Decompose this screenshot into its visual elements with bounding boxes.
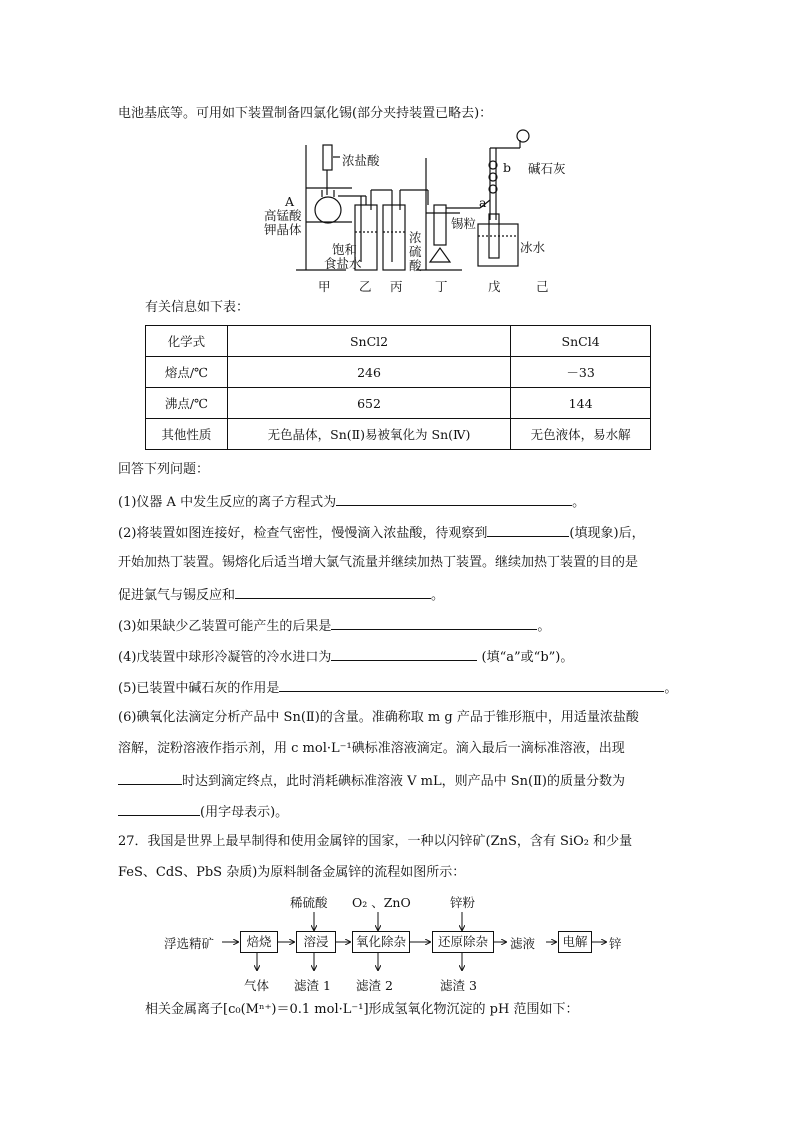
station-label: 戊 [488, 279, 501, 294]
table-cell: 无色晶体，Sn(Ⅱ)易被氧化为 Sn(Ⅳ) [227, 419, 510, 450]
question-2-text: (2)将装置如图连接好，检查气密性，慢慢滴入浓盐酸，待观察到 [118, 526, 488, 541]
station-label: 丁 [435, 279, 448, 294]
question-1-text: (1)仪器 A 中发生反应的离子方程式为 [118, 495, 337, 510]
station-label: 甲 [318, 279, 331, 294]
answer-prompt: 回答下列问题： [118, 462, 210, 477]
flow-input: 锌粉 [450, 895, 476, 910]
table-cell: －33 [511, 357, 651, 388]
table-cell: 144 [511, 388, 651, 419]
label-conc-h2so4-3: 酸 [409, 258, 422, 273]
label-ice-water: 冰水 [520, 240, 546, 255]
label-sat-salt-2: 食盐水 [324, 256, 362, 271]
station-label: 丙 [390, 279, 403, 294]
flow-input: O₂ 、ZnO [352, 895, 411, 910]
label-conc-h2so4-1: 浓 [409, 230, 422, 245]
table-cell: 无色液体，易水解 [511, 419, 651, 450]
table-header-cell: 化学式 [146, 326, 228, 357]
label-A: A [285, 194, 295, 209]
label-tin: 锡粒 [451, 216, 477, 231]
flow-output: 气体 [244, 978, 270, 993]
label-conc-h2so4-2: 硫 [409, 244, 422, 259]
question-3-end: 。 [537, 619, 551, 634]
table-cell: 246 [227, 357, 510, 388]
flow-step-electrolysis: 电解 [558, 931, 592, 953]
question-2-line2: 开始加热丁装置。锡熔化后适当增大氯气流量并继续加热丁装置。继续加热丁装置的目的是 [118, 555, 639, 570]
flow-product: 锌 [609, 936, 622, 951]
last-line: 相关金属离子[c₀(Mⁿ⁺)＝0.1 mol·L⁻¹]形成氢氧化物沉淀的 pH 范围如下： [145, 1002, 579, 1017]
table-intro: 有关信息如下表： [145, 300, 250, 315]
flow-input: 稀硫酸 [290, 895, 328, 910]
flow-output: 滤渣 3 [440, 978, 477, 993]
station-label: 己 [536, 279, 549, 294]
flow-step-leach: 溶浸 [296, 931, 336, 953]
flow-step-roast: 焙烧 [240, 931, 278, 953]
question-27-line2: FeS、CdS、PbS 杂质)为原料制备金属锌的流程如图所示： [118, 865, 466, 880]
question-6-line2: 溶解，淀粉溶液作指示剂，用 c mol·L⁻¹碘标准溶液滴定。滴入最后一滴标准溶液，出现 [118, 741, 625, 756]
question-4-end: (填“a”或“b”)。 [477, 650, 574, 665]
flow-output: 滤渣 2 [356, 978, 393, 993]
question-2-end: 。 [431, 588, 445, 603]
flow-step-oxidize: 氧化除杂 [352, 931, 410, 953]
label-kmno4-2: 钾晶体 [264, 222, 302, 237]
question-4-text: (4)戊装置中球形冷凝管的冷水进口为 [118, 650, 332, 665]
table-cell: 沸点/℃ [146, 388, 228, 419]
label-a: a [479, 195, 487, 210]
question-1-end: 。 [572, 495, 586, 510]
question-3-text: (3)如果缺少乙装置可能产生的后果是 [118, 619, 332, 634]
flow-start: 浮选精矿 [164, 936, 215, 951]
label-kmno4-1: 高锰酸 [264, 208, 302, 223]
table-cell: 652 [227, 388, 510, 419]
question-2-line3-text: 促进氯气与锡反应和 [118, 588, 236, 603]
question-5-end: 。 [664, 681, 678, 696]
label-b: b [503, 160, 512, 175]
question-27-line1: 27．我国是世界上最早制得和使用金属锌的国家，一种以闪锌矿(ZnS，含有 SiO₂ 和少量 [118, 834, 633, 849]
label-soda-lime: 碱石灰 [528, 161, 566, 176]
station-label: 乙 [359, 279, 372, 294]
question-6-line1: (6)碘氧化法滴定分析产品中 Sn(Ⅱ)的含量。准确称取 m g 产品于锥形瓶中，用适量浓盐酸 [118, 710, 639, 725]
table-cell: 其他性质 [146, 419, 228, 450]
question-2-hint: (填现象)后， [569, 526, 645, 541]
question-6-line3-text: 时达到滴定终点，此时消耗碘标准溶液 V mL，则产品中 Sn(Ⅱ)的质量分数为 [182, 774, 626, 789]
question-5-text: (5)已装置中碱石灰的作用是 [118, 681, 280, 696]
flow-filtrate: 滤液 [510, 936, 536, 951]
label-sat-salt-1: 饱和 [332, 242, 358, 257]
flow-step-reduce: 还原除杂 [432, 931, 494, 953]
table-header-cell: SnCl4 [511, 326, 651, 357]
table-header-cell: SnCl2 [227, 326, 510, 357]
flow-output: 滤渣 1 [294, 978, 331, 993]
intro-text: 电池基底等。可用如下装置制备四氯化锡(部分夹持装置已略去)： [118, 106, 493, 121]
label-conc-hcl: 浓盐酸 [342, 153, 380, 168]
question-6-line4-text: (用字母表示)。 [200, 805, 289, 820]
table-cell: 熔点/℃ [146, 357, 228, 388]
